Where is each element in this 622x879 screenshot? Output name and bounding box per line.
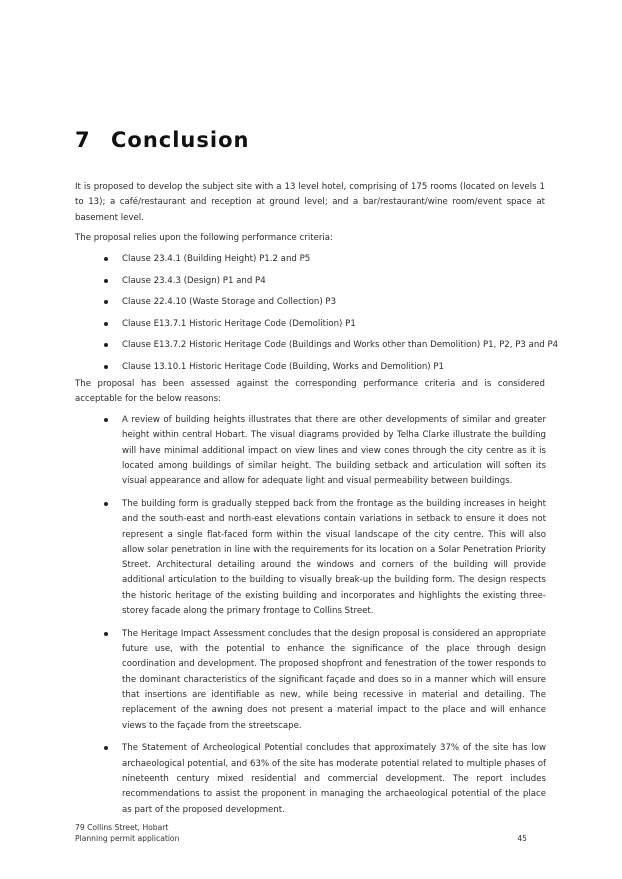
criteria-item: Clause E13.7.1 Historic Heritage Code (Demolition) P1 — [104, 317, 554, 339]
intro-paragraph: It is proposed to develop the subject site with a 13 level hotel, comprising of 175 rooms (located on levels 1 to 13); a café/restaurant and reception at ground level; and a bar/restaurant/wine room/event space at basement level. — [75, 182, 545, 223]
criteria-list — [104, 252, 559, 382]
reason-item: A review of building heights illustrates that there are other developments of similar and greater height within central Hobart. The visual diagrams provided by Telha Clarke illustrate the building will have minimal additional impact on view lines and view cones through the city centre as it is located among buildings of similar height. The building setback and articulation will soften its visual appearance and allow for adequate light and visual permeability between buildings. — [104, 413, 546, 489]
page-number: 45 — [517, 834, 527, 843]
footer-address: 79 Collins Street, Hobart — [75, 823, 169, 832]
reason-item: The Statement of Archeological Potential concludes that approximately 37% of the site has low archaeological potential, and 63% of the site has moderate potential related to multiple phases of nineteenth century mixed residential and commercial development. The report includes recommendations to assist the proponent in managing the archaeological potential of the place as part of the proposed development. — [104, 741, 546, 817]
criteria-item: Clause 23.4.3 (Design) P1 and P4 — [104, 274, 554, 296]
section-heading — [75, 128, 249, 152]
criteria-item: Clause 23.4.1 (Building Height) P1.2 and P5 — [104, 252, 554, 274]
criteria-item: Clause 13.10.1 Historic Heritage Code (Building, Works and Demolition) P1 — [104, 360, 554, 382]
reasons-list — [104, 413, 546, 825]
page-footer — [75, 822, 545, 844]
footer-document-title: Planning permit application — [75, 834, 180, 843]
section-number: 7 — [75, 128, 91, 152]
assessment-intro: The proposal has been assessed against the corresponding performance criteria and is considered acceptable for the below reasons: — [75, 379, 545, 405]
reason-item: The Heritage Impact Assessment concludes that the design proposal is considered an appropriate future use, with the potential to enhance the significance of the place through design coordination and development. The proposed shopfront and fenestration of the tower responds to the dominant characteristics of the significant façade and does so in a manner which will ensure that insertions are identifiable as new, while being recessive in material and detailing. The replacement of the awning does not present a material impact to the place and will enhance views to the façade from the streetscape. — [104, 627, 546, 734]
criteria-item: Clause 22.4.10 (Waste Storage and Collection) P3 — [104, 295, 554, 317]
reason-item: The building form is gradually stepped back from the frontage as the building increases in height and the south-east and north-east elevations contain variations in setback to ensure it does not represent a single flat-faced form within the visual landscape of the city centre. This will also allow solar penetration in line with the requirements for its location on a Solar Penetration Priority Street. Architectural detailing around the windows and corners of the building will provide additional articulation to the building to visually break-up the building form. The design respects the historic heritage of the existing building and incorporates and highlights the existing three-storey facade along the primary frontage to Collins Street. — [104, 497, 546, 619]
criteria-intro: The proposal relies upon the following performance criteria: — [75, 233, 333, 243]
criteria-item: Clause E13.7.2 Historic Heritage Code (Buildings and Works other than Demolition) P1, P2, P3 and P4 — [104, 338, 554, 360]
section-title: Conclusion — [111, 128, 250, 152]
